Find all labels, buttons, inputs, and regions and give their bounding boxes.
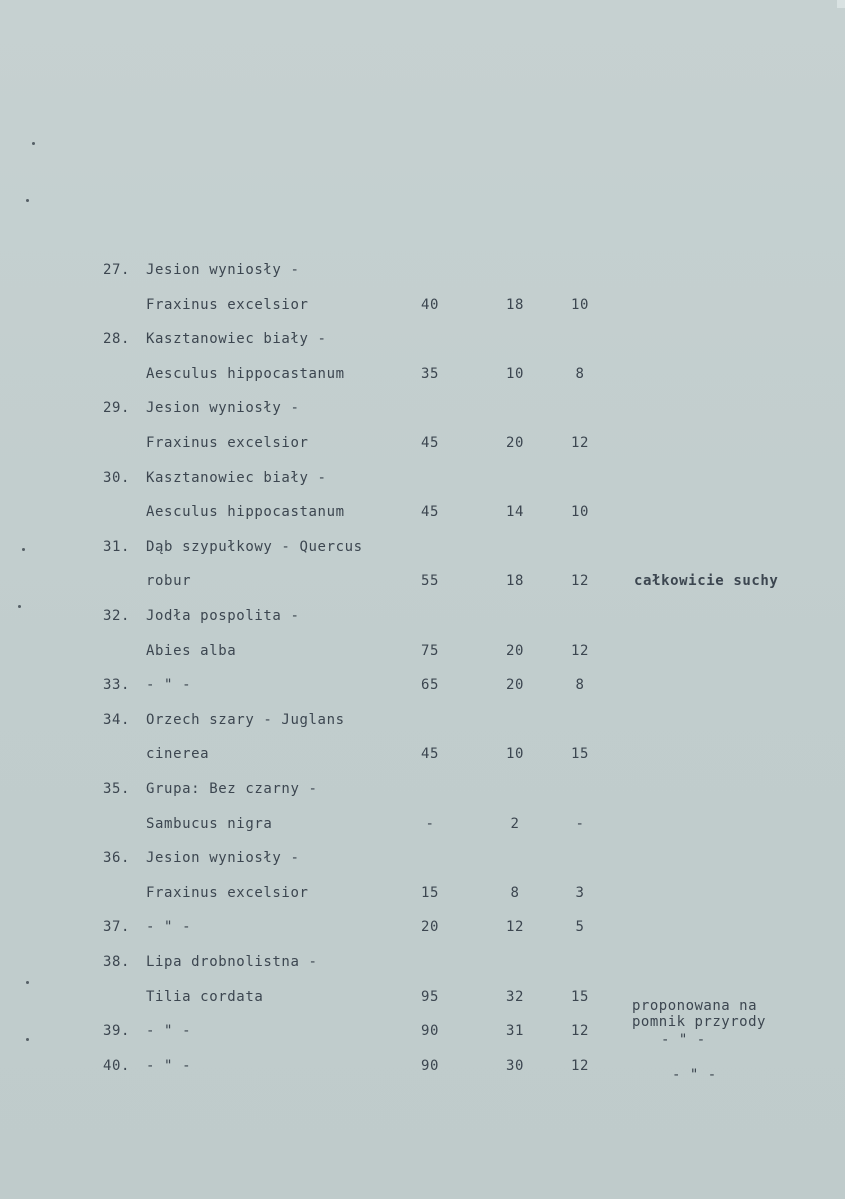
paper-speck xyxy=(26,981,29,984)
value-col-3: 15 xyxy=(570,746,590,763)
species-name: Kasztanowiec biały - xyxy=(146,469,327,486)
entry-number: 30. xyxy=(103,469,131,486)
table-row xyxy=(0,362,845,386)
value-col-1: - xyxy=(425,815,435,832)
value-col-2: 18 xyxy=(505,296,525,313)
value-col-2: 18 xyxy=(505,573,525,590)
species-name: Tilia cordata xyxy=(146,988,264,1005)
entry-number: 33. xyxy=(103,677,131,694)
entry-number: 27. xyxy=(103,262,131,278)
value-col-1: 45 xyxy=(420,504,440,521)
table-row xyxy=(0,604,845,628)
value-col-3: 10 xyxy=(570,296,590,313)
value-col-1: 55 xyxy=(420,573,440,590)
value-col-1: 90 xyxy=(420,1057,440,1074)
value-col-1: 40 xyxy=(420,296,440,313)
value-col-2: 8 xyxy=(510,884,520,901)
note-ditto-40: - " - xyxy=(672,1067,717,1083)
entry-number: 32. xyxy=(103,608,131,624)
table-row xyxy=(0,1054,845,1078)
species-name: - " - xyxy=(146,919,192,936)
table-row xyxy=(0,569,845,593)
value-col-3: 5 xyxy=(575,919,585,936)
table-row xyxy=(0,431,845,455)
value-col-2: 10 xyxy=(505,365,525,382)
value-col-2: 20 xyxy=(505,642,525,659)
row-note: całkowicie suchy xyxy=(634,573,779,590)
value-col-2: 31 xyxy=(505,1023,525,1040)
species-name: Jesion wyniosły - xyxy=(146,400,300,417)
table-row xyxy=(0,396,845,420)
species-name: Abies alba xyxy=(146,642,237,659)
value-col-1: 35 xyxy=(420,365,440,382)
species-name: cinerea xyxy=(146,746,210,763)
entry-number: 31. xyxy=(103,538,131,555)
species-name: Lipa drobnolistna - xyxy=(146,954,318,970)
table-row xyxy=(0,639,845,663)
table-row xyxy=(0,708,845,732)
value-col-3: 12 xyxy=(570,435,590,451)
value-col-1: 45 xyxy=(420,746,440,763)
table-row xyxy=(0,535,845,559)
value-col-1: 95 xyxy=(420,988,440,1005)
table-row xyxy=(0,846,845,870)
species-name: Dąb szypułkowy - Quercus xyxy=(146,538,363,555)
value-col-3: 10 xyxy=(570,504,590,521)
value-col-1: 65 xyxy=(420,677,440,694)
species-name: Jodła pospolita - xyxy=(146,608,300,624)
table-row xyxy=(0,777,845,801)
value-col-2: 10 xyxy=(505,746,525,763)
species-name: Grupa: Bez czarny - xyxy=(146,781,318,797)
value-col-3: 12 xyxy=(570,642,590,659)
value-col-2: 30 xyxy=(505,1057,525,1074)
paper-speck xyxy=(32,142,35,145)
species-name: - " - xyxy=(146,677,192,694)
entry-number: 40. xyxy=(103,1057,131,1074)
table-row xyxy=(0,500,845,524)
paper-speck xyxy=(26,199,29,202)
species-name: Jesion wyniosły - xyxy=(146,850,300,867)
value-col-2: 20 xyxy=(505,435,525,451)
entry-number: 28. xyxy=(103,331,131,348)
note-ditto-39: - " - xyxy=(661,1032,706,1048)
species-name: Fraxinus excelsior xyxy=(146,296,309,313)
value-col-2: 20 xyxy=(505,677,525,694)
species-name: Fraxinus excelsior xyxy=(146,884,309,901)
value-col-2: 14 xyxy=(505,504,525,521)
value-col-1: 75 xyxy=(420,642,440,659)
species-name: Aesculus hippocastanum xyxy=(146,504,345,521)
species-name: robur xyxy=(146,573,192,590)
species-name: Jesion wyniosły - xyxy=(146,262,300,278)
entry-number: 37. xyxy=(103,919,131,936)
table-row xyxy=(0,812,845,836)
value-col-3: 8 xyxy=(575,365,585,382)
table-row xyxy=(0,293,845,317)
value-col-3: 15 xyxy=(570,988,590,1005)
page-corner xyxy=(837,0,845,8)
species-name: - " - xyxy=(146,1057,192,1074)
table-row xyxy=(0,950,845,974)
value-col-3: - xyxy=(575,815,585,832)
entry-number: 29. xyxy=(103,400,131,417)
entry-number: 38. xyxy=(103,954,131,970)
species-name: - " - xyxy=(146,1023,192,1040)
species-name: Aesculus hippocastanum xyxy=(146,365,345,382)
species-name: Kasztanowiec biały - xyxy=(146,331,327,348)
entry-number: 34. xyxy=(103,711,131,728)
table-row xyxy=(0,742,845,766)
species-name: Fraxinus excelsior xyxy=(146,435,309,451)
value-col-3: 3 xyxy=(575,884,585,901)
table-row xyxy=(0,915,845,939)
entry-number: 39. xyxy=(103,1023,131,1040)
table-row xyxy=(0,466,845,490)
entry-number: 36. xyxy=(103,850,131,867)
value-col-3: 8 xyxy=(575,677,585,694)
value-col-1: 15 xyxy=(420,884,440,901)
species-name: Sambucus nigra xyxy=(146,815,273,832)
entry-number: 35. xyxy=(103,781,131,797)
value-col-1: 45 xyxy=(420,435,440,451)
table-row xyxy=(0,258,845,282)
value-col-1: 20 xyxy=(420,919,440,936)
species-name: Orzech szary - Juglans xyxy=(146,711,345,728)
value-col-2: 2 xyxy=(510,815,520,832)
value-col-2: 12 xyxy=(505,919,525,936)
note-proposed-monument: proponowana na pomnik przyrody xyxy=(632,998,766,1030)
table-row xyxy=(0,327,845,351)
value-col-1: 90 xyxy=(420,1023,440,1040)
value-col-3: 12 xyxy=(570,573,590,590)
value-col-2: 32 xyxy=(505,988,525,1005)
table-row xyxy=(0,673,845,697)
value-col-3: 12 xyxy=(570,1023,590,1040)
table-row xyxy=(0,881,845,905)
value-col-3: 12 xyxy=(570,1057,590,1074)
